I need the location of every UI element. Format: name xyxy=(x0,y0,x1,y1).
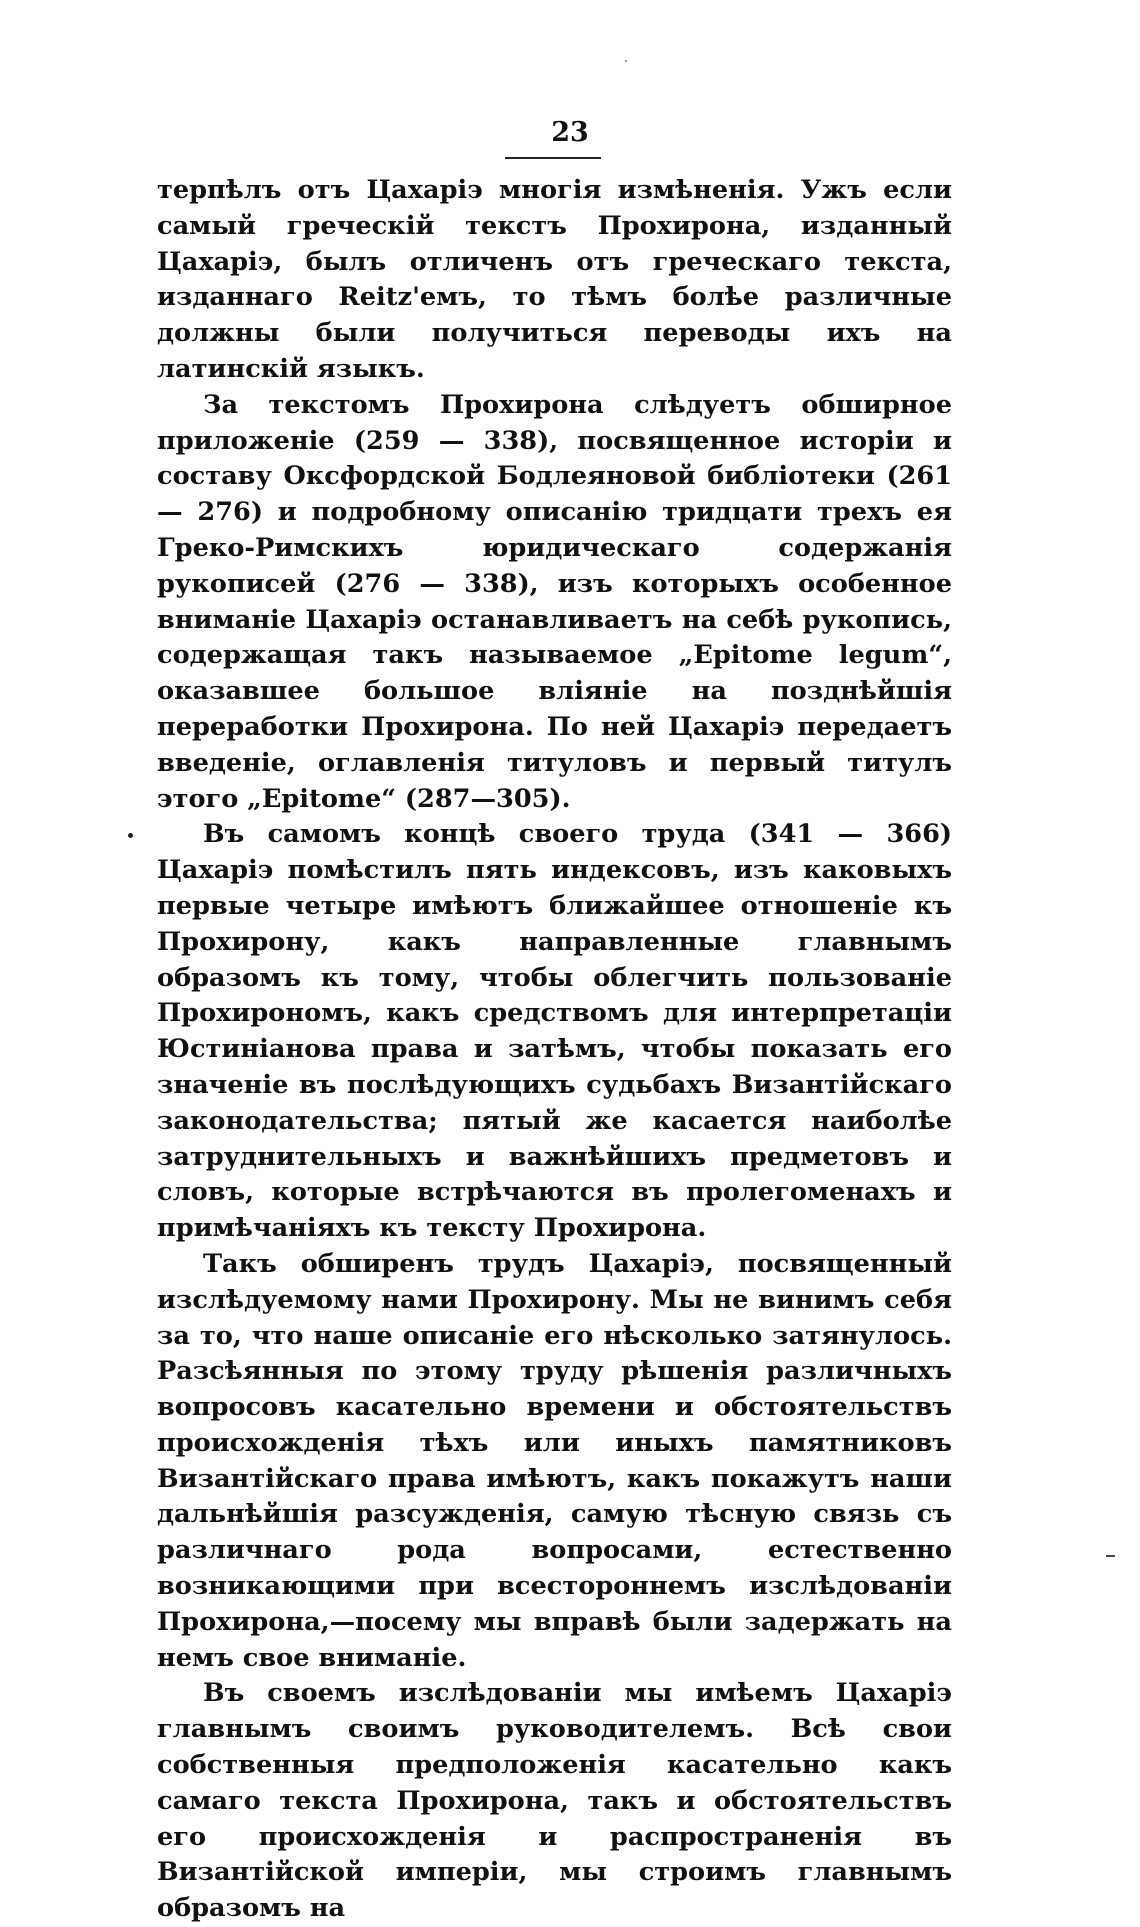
paragraph-2: За текстомъ Прохирона слѣдуетъ обширное приложеніе (259 — 338), посвященное исторіи и составу Оксфордской Бодлеяновой библіотеки (261 — 276) и подробному описанію тридцати трехъ ея Греко-Римскихъ юридическаго содержанія рукописей (276 — 338), изъ которыхъ особенное вниманіе Цахаріэ останавливаетъ на себѣ рукопись, содержащая такъ называемое „Epitome legum“, оказавшее большое вліяніе на позднѣйшія переработки Прохирона. По ней Цахаріэ передаетъ введеніе, оглавленія титуловъ и первый титулъ этого „Epitome“ (287—305). xyxy=(157,389,952,814)
page-number: 23 xyxy=(551,117,589,148)
paragraph-3: Въ самомъ концѣ своего труда (341 — 366) Цахаріэ помѣстилъ пять индексовъ, изъ каковыхъ первые четыре имѣютъ ближайшее отношеніе къ Прохирону, какъ направленные главнымъ образомъ къ тому, чтобы облегчить пользованіе Прохирономъ, какъ средствомъ для интерпретаціи Юстиніанова права и затѣмъ, чтобы показать его значеніе въ послѣдующихъ судьбахъ Византійскаго законодательства; пятый же касается наиболѣе затруднительныхъ и важнѣйшихъ предметовъ и словъ, которые встрѣчаются въ пролегоменахъ и примѣчаніяхъ къ тексту Прохирона. xyxy=(157,819,952,1244)
print-speck xyxy=(1106,1555,1115,1557)
page-number-rule xyxy=(505,157,601,159)
paragraph-1: терпѣлъ отъ Цахаріэ многія измѣненія. Ужъ если самый греческій текстъ Прохирона, изданный Цахаріэ, былъ отличенъ отъ греческаго текста, изданнаго Reitz'емъ, то тѣмъ болѣе различные должны были получиться переводы ихъ на латинскій языкъ. xyxy=(157,175,952,384)
body-text xyxy=(157,173,952,1927)
print-speck xyxy=(128,833,133,838)
print-speck xyxy=(625,60,627,62)
paragraph-5: Въ своемъ изслѣдованіи мы имѣемъ Цахаріэ главнымъ своимъ руководителемъ. Всѣ свои собственныя предположенія касательно какъ самаго текста Прохирона, такъ и обстоятельствъ его происхожденія и распространенія въ Византійской имперіи, мы строимъ главнымъ образомъ на xyxy=(157,1678,952,1924)
paragraph-4: Такъ обширенъ трудъ Цахаріэ, посвященный изслѣдуемому нами Прохирону. Мы не винимъ себя за то, что наше описаніе его нѣсколько затянулось. Разсѣянныя по этому труду рѣшенія различныхъ вопросовъ касательно времени и обстоятельствъ происхожденія тѣхъ или иныхъ памятниковъ Византійскаго права имѣютъ, какъ покажутъ наши дальнѣйшія разсужденія, самую тѣсную связь съ различнаго рода вопросами, естественно возникающими при всестороннемъ изслѣдованіи Прохирона,—посему мы вправѣ были задержать на немъ свое вниманіе. xyxy=(157,1248,952,1673)
